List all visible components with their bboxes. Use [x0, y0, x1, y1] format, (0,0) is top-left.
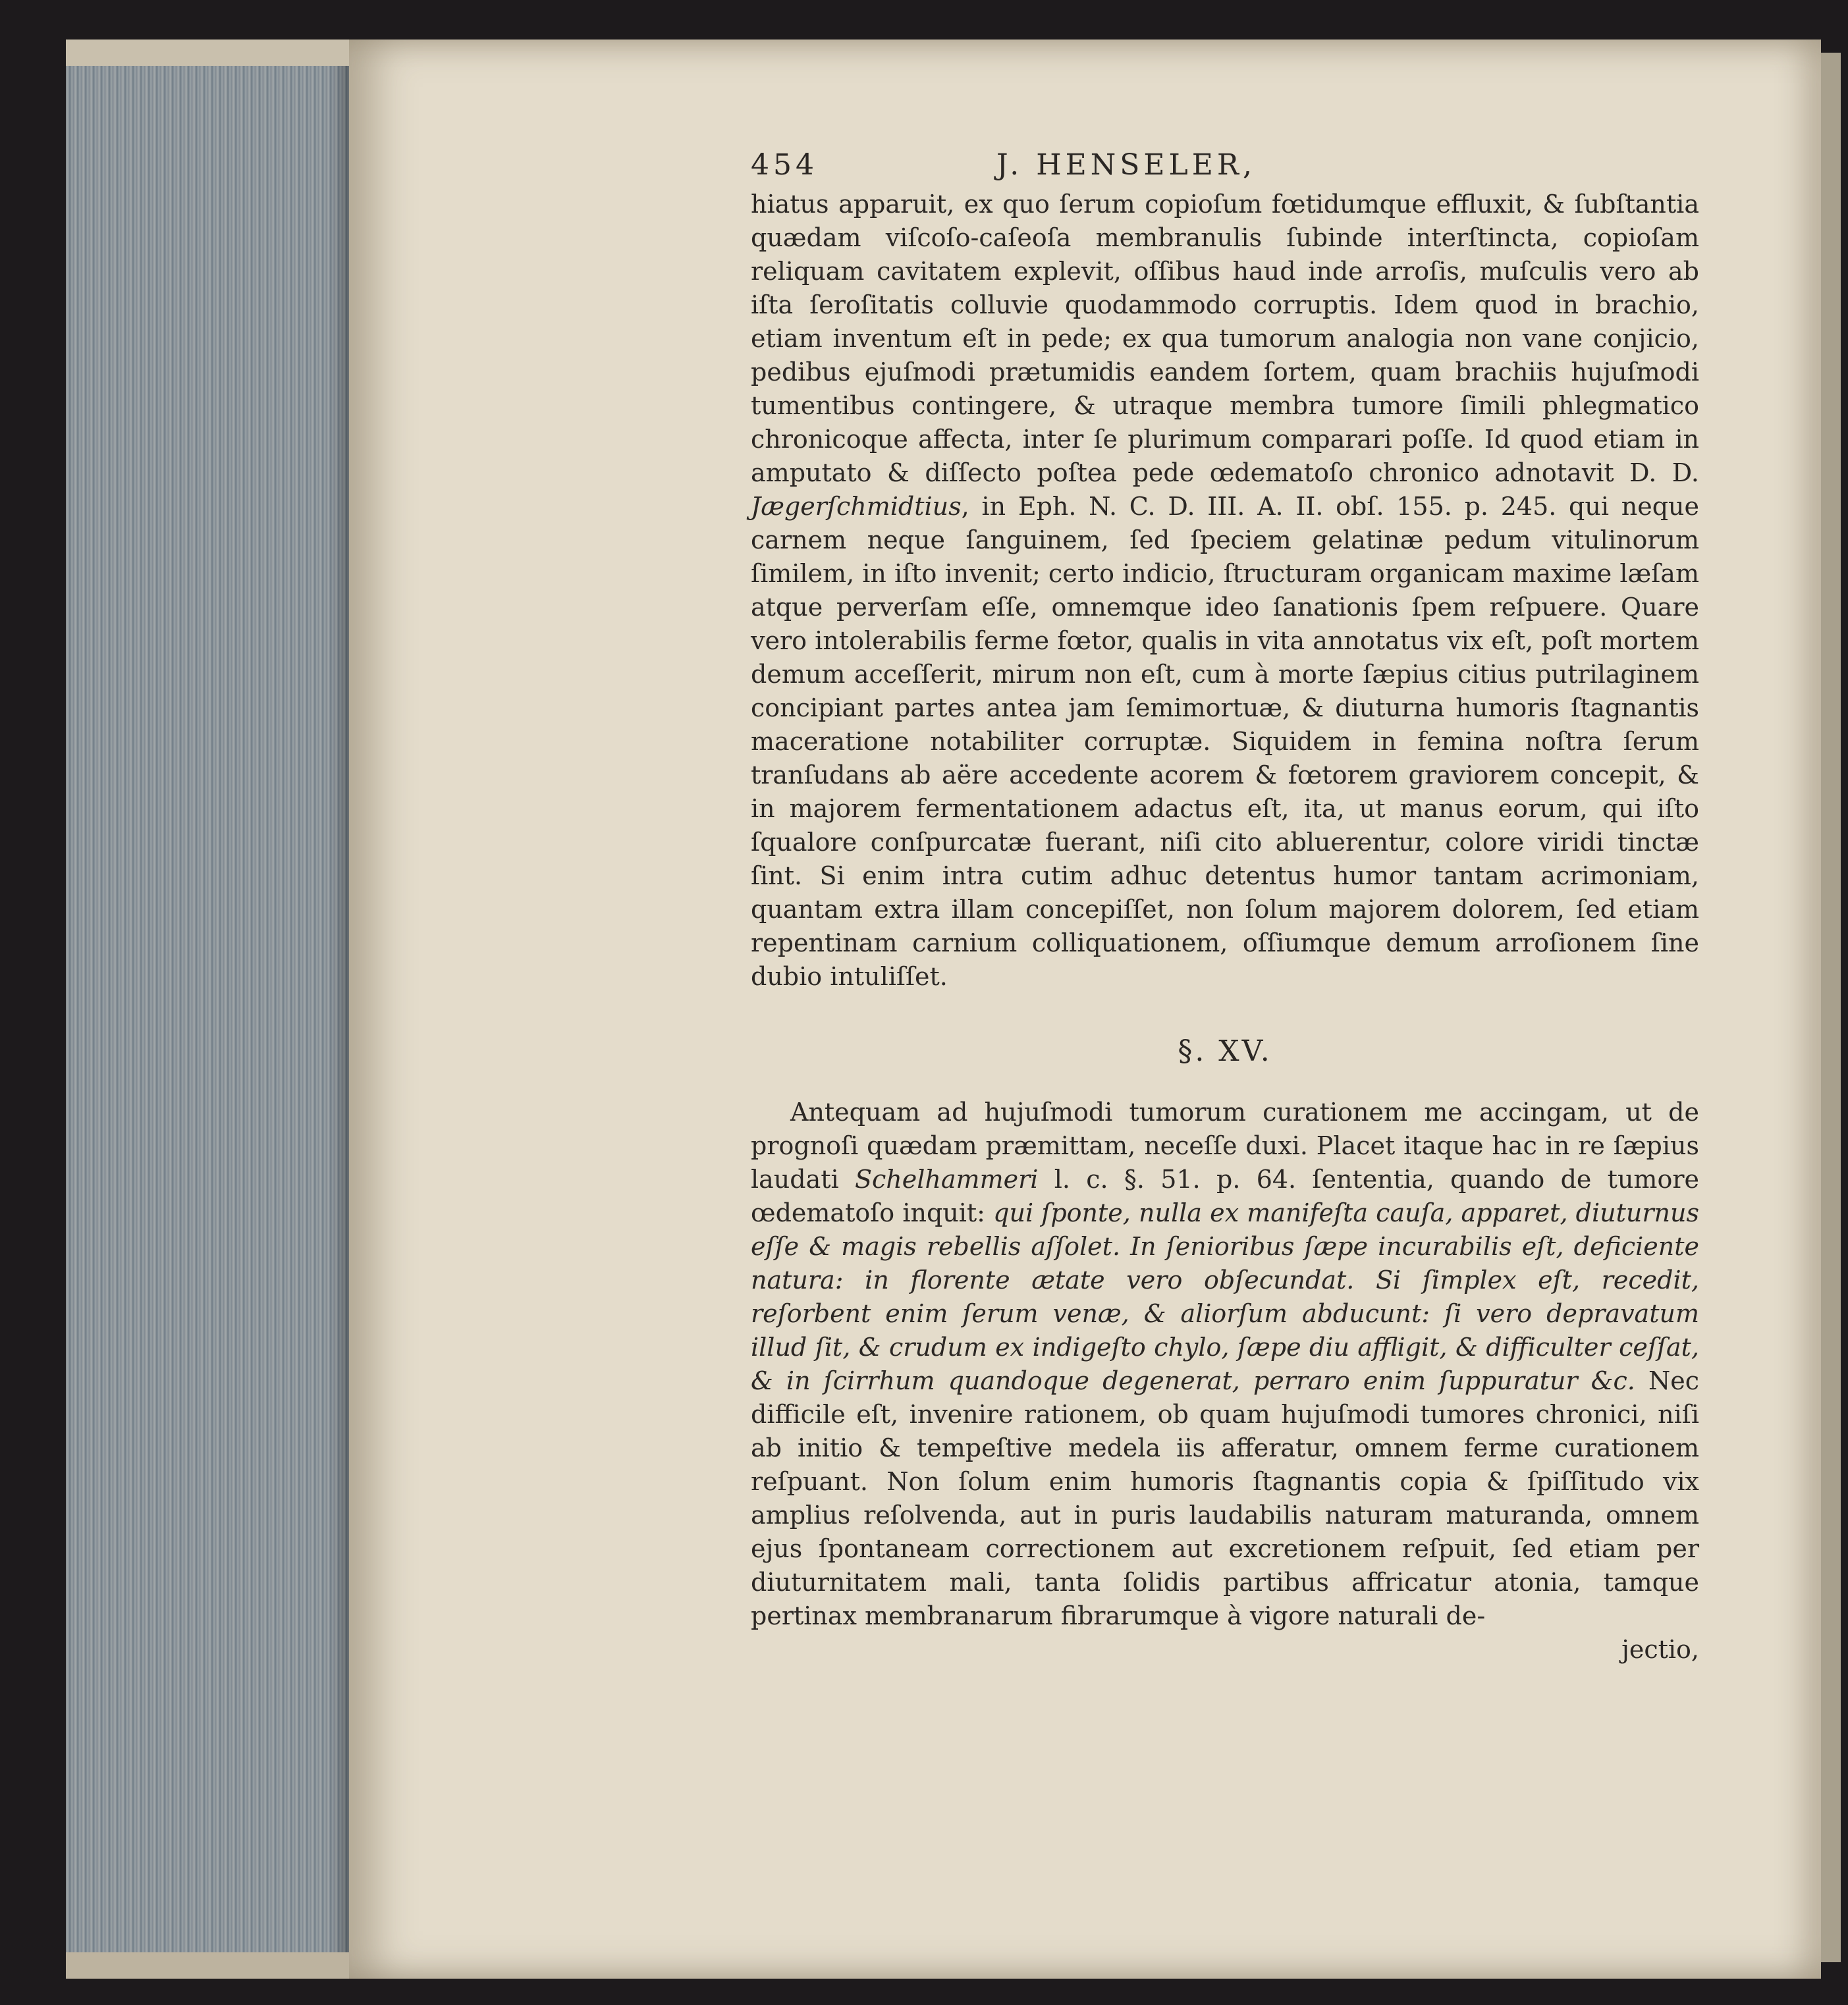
- paragraph-1-text: hiatus apparuit, ex quo ſerum copioſum fœtidumque effluxit, & ſubſtantia quædam viſcoſo-caſeoſa membranulis ſubinde interſtincta, copioſam reliquam cavitatem explevit, oſſibus haud inde arroſis, muſculis vero ab iſta ſeroſitatis colluvie quodammodo corruptis. Idem quod in brachio, etiam inventum eſt in pede; ex qua tumorum analogia non vane conjicio, pedibus ejuſmodi prætumidis eandem ſortem, quam brachiis hujuſmodi tumentibus contingere, & utraque membra tumore ſimili phlegmatico chronicoque affecta, inter ſe plurimum comparari poſſe. Id quod etiam in amputato & diſſecto poſtea pede œdematoſo chronico adnotavit D. D.: [751, 190, 1699, 487]
- paragraph-1: [751, 188, 1699, 994]
- citation-author-2: Schelhammeri: [854, 1165, 1039, 1194]
- paragraph-2-text-a: Antequam ad hujuſmodi tumorum curationem me accingam, ut de prognoſi quædam præmittam, neceſſe duxi. Placet itaque hac in re ſæpius laudati: [751, 1098, 1699, 1194]
- paragraph-2-text-b: l. c. §. 51. p. 64. ſententia, quando de tumore œdematoſo inquit:: [751, 1165, 1699, 1227]
- running-head: [751, 148, 1699, 188]
- catchword: jectio,: [1621, 1635, 1699, 1664]
- paragraph-2-text-c: Nec difficile eſt, invenire rationem, ob quam hujuſmodi tumores chronici, niſi ab initio & tempeſtive medela iis afferatur, omnem ferme curationem reſpuant. Non ſolum enim humoris ſtagnantis copia & ſpiſſitudo vix amplius reſolvenda, aut in puris laudabilis naturam maturanda, omnem ejus ſpontaneam correctionem aut excretionem reſpuit, ſed etiam per diuturnitatem mali, tanta ſolidis partibus affricatur atonia, tamque pertinax membranarum fibrarumque à vigore naturali de-: [751, 1366, 1700, 1630]
- book-edge-top: [66, 40, 349, 66]
- quotation: qui ſponte, nulla ex manifeſta cauſa, apparet, diuturnus eſſe & magis rebellis aſſolet. In ſenioribus ſæpe incurabilis eſt, deficiente natura: in florente ætate vero obſecundat. Si ſimplex eſt, recedit, reſorbent enim ſerum venæ, & aliorſum abducunt: ſi vero depravatum illud ſit, & crudum ex indigeſto chylo, ſæpe diu affligit, & difficulter ceſſat, & in ſcirrhum quandoque degenerat, perraro enim ſuppuratur &c.: [751, 1198, 1699, 1395]
- page-number: 454: [751, 148, 818, 182]
- book-page-edges: [66, 40, 349, 1979]
- running-title: J. HENSELER,: [996, 148, 1256, 182]
- section-heading: §. XV.: [1178, 1034, 1272, 1068]
- book-edge-bottom: [66, 1952, 349, 1979]
- paragraph-2: [751, 1096, 1699, 1633]
- facing-page-edge: [1821, 53, 1841, 1962]
- page-text-block: [751, 148, 1699, 1667]
- paragraph-1-continuation: , in Eph. N. C. D. III. A. II. obſ. 155. p. 245. qui neque carnem neque ſanguinem, ſed ſpeciem gelatinæ pedum vitulinorum ſimilem, in iſto invenit; certo indicio, ſtructuram organicam maxime læſam atque perverſam eſſe, omnemque ideo ſanationis ſpem reſpuere. Quare vero intolerabilis ferme fœtor, qualis in vita annotatus vix eſt, poſt mortem demum acceſſerit, mirum non eſt, cum à morte ſæpius citius putrilaginem concipiant partes antea jam ſemimortuæ, & diuturna humoris ſtagnantis maceratione notabiliter corruptæ. Siquidem in femina noſtra ſerum tranſudans ab aëre accedente acorem & fœtorem graviorem concepit, & in majorem fermentationem adactus eſt, ita, ut manus eorum, qui iſto ſqualore conſpurcatæ fuerant, niſi cito abluerentur, colore viridi tinctæ ſint. Si enim intra cutim adhuc detentus humor tantam acrimoniam, quantam extra illam concepiſſet, non ſolum majorem dolorem, ſed etiam repentinam carnium colliquationem, oſſiumque demum arroſionem ſine dubio intuliſſet.: [751, 492, 1699, 991]
- citation-author-1: Jægerſchmidtius: [751, 492, 962, 521]
